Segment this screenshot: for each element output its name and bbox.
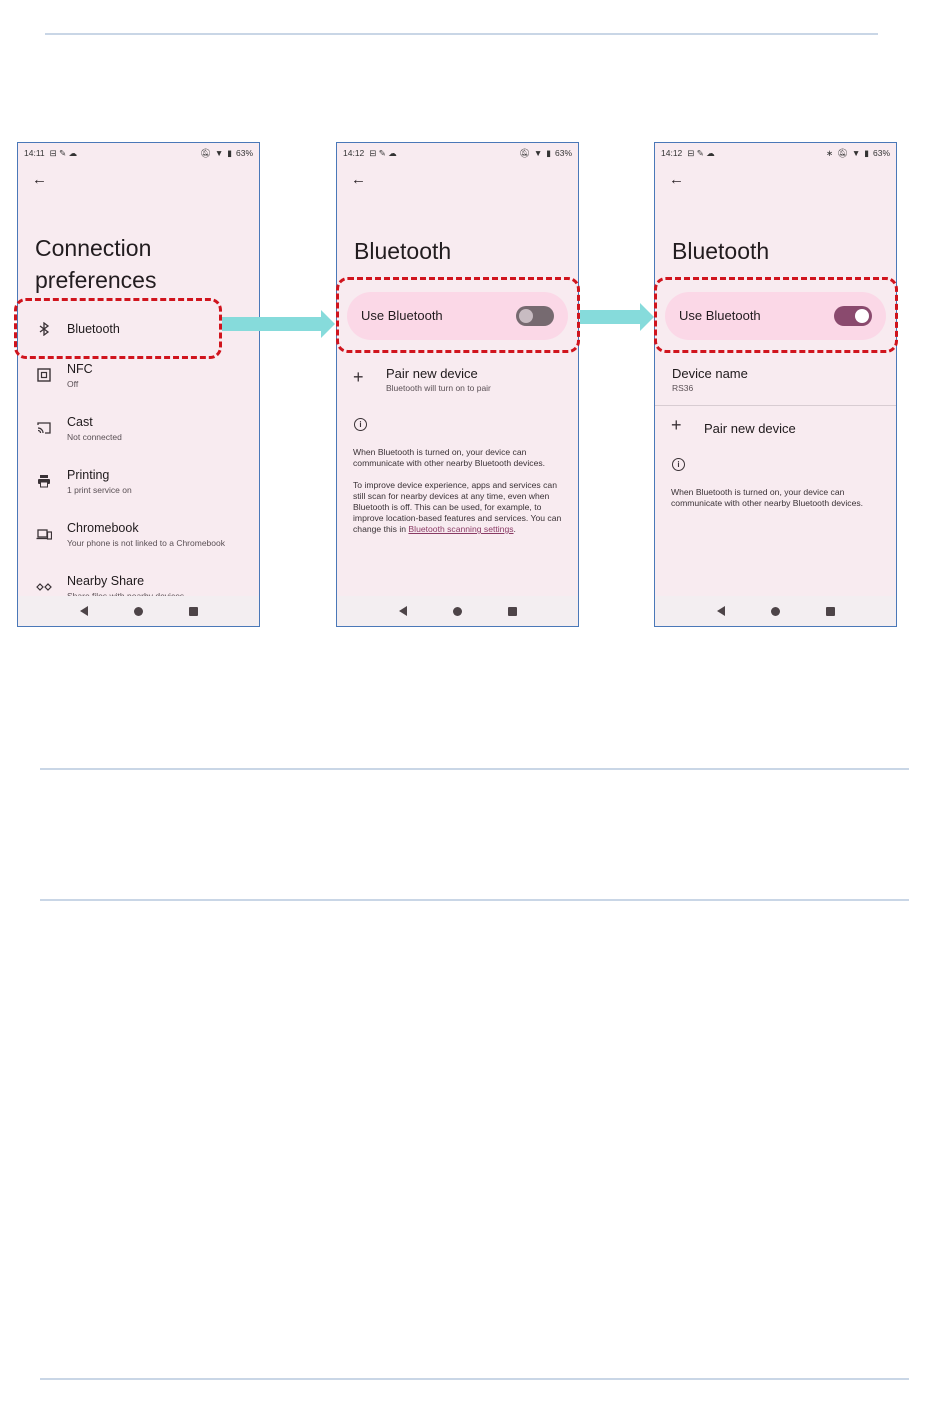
navigation-bar bbox=[18, 596, 259, 626]
pair-new-device-title: Pair new device bbox=[386, 366, 478, 381]
pair-new-device-item[interactable] bbox=[655, 407, 896, 451]
back-arrow-icon[interactable]: ← bbox=[669, 171, 684, 188]
battery-level: 63% bbox=[872, 148, 890, 158]
info-text-1: When Bluetooth is turned on, your device can communicate with other nearby Bluetooth devices. bbox=[353, 447, 546, 468]
menu-item-subtitle: 1 print service on bbox=[67, 485, 132, 495]
status-time: 14:12 bbox=[343, 148, 365, 158]
highlight-toggle-off bbox=[336, 277, 580, 353]
menu-item-title: Chromebook bbox=[67, 521, 139, 535]
pair-new-device-title: Pair new device bbox=[704, 421, 796, 436]
status-app-icons: ⊟ ✎ ☁ bbox=[369, 147, 397, 158]
nav-back-icon[interactable] bbox=[80, 606, 88, 616]
nav-home-icon[interactable] bbox=[134, 607, 143, 616]
nav-recents-icon[interactable] bbox=[826, 607, 835, 616]
battery-icon: ▮ bbox=[546, 147, 551, 158]
chromebook-icon bbox=[36, 526, 52, 542]
status-app-icons: ⊟ ✎ ☁ bbox=[49, 147, 78, 158]
info-icon: i bbox=[354, 418, 367, 431]
pair-new-device-item[interactable] bbox=[337, 359, 578, 403]
menu-item-subtitle: Off bbox=[67, 379, 79, 389]
title-line-2: preferences bbox=[35, 267, 157, 293]
device-name-value: RS36 bbox=[672, 383, 694, 393]
pair-new-device-subtitle: Bluetooth will turn on to pair bbox=[386, 383, 491, 393]
section-rule bbox=[40, 899, 909, 901]
bluetooth-status-icon: ∗ bbox=[825, 147, 834, 158]
title-line-1: Connection bbox=[35, 235, 152, 261]
highlight-toggle-on bbox=[654, 277, 898, 353]
page-title: Bluetooth bbox=[672, 238, 770, 264]
phone-connection-preferences bbox=[17, 142, 260, 627]
wifi-icon: ▼ bbox=[214, 148, 224, 158]
flow-arrow-2 bbox=[580, 310, 640, 324]
status-system-icons bbox=[200, 148, 253, 159]
battery-level: 63% bbox=[554, 148, 572, 158]
navigation-bar bbox=[655, 596, 896, 626]
info-text-2-body: To improve device experience, apps and services can still scan for nearby devices at any time, even when Bluetooth is off. This can be used, for example, to improve location-based features and services. You can change this in bbox=[353, 480, 562, 534]
menu-item-cast[interactable] bbox=[18, 406, 259, 450]
flow-arrow-1 bbox=[222, 317, 321, 331]
status-bar bbox=[24, 147, 253, 159]
page-title: Bluetooth bbox=[354, 238, 452, 264]
info-text-2 bbox=[353, 480, 564, 535]
nfc-icon bbox=[36, 367, 52, 383]
nearby-share-icon bbox=[36, 579, 52, 595]
menu-item-title: Bluetooth bbox=[67, 322, 120, 336]
arrow-head bbox=[321, 310, 335, 338]
plus-icon: + bbox=[671, 415, 682, 435]
header-rule bbox=[45, 33, 878, 35]
highlight-bluetooth-item bbox=[14, 298, 222, 359]
menu-item-chromebook[interactable] bbox=[18, 512, 259, 556]
mute-icon: 🔕︎ bbox=[837, 147, 848, 158]
status-time: 14:12 bbox=[661, 148, 683, 158]
back-arrow-icon[interactable]: ← bbox=[32, 171, 47, 188]
info-icon: i bbox=[672, 458, 685, 471]
nav-recents-icon[interactable] bbox=[508, 607, 517, 616]
cast-icon bbox=[36, 420, 52, 436]
status-system-icons bbox=[519, 148, 572, 159]
battery-level: 63% bbox=[235, 148, 253, 158]
phone-bluetooth-off bbox=[336, 142, 579, 627]
info-text-2-end: . bbox=[513, 524, 516, 534]
mute-icon: 🔕︎ bbox=[519, 147, 530, 158]
menu-item-nfc[interactable] bbox=[18, 353, 259, 397]
nav-back-icon[interactable] bbox=[399, 606, 407, 616]
printer-icon bbox=[36, 473, 52, 489]
menu-item-printing[interactable] bbox=[18, 459, 259, 503]
use-bluetooth-label: Use Bluetooth bbox=[679, 308, 761, 323]
menu-item-title: NFC bbox=[67, 362, 93, 376]
footer-rule bbox=[40, 1378, 909, 1380]
status-app-icons: ⊟ ✎ ☁ bbox=[687, 147, 715, 158]
menu-item-subtitle: Not connected bbox=[67, 432, 122, 442]
mute-icon: 🔕︎ bbox=[200, 147, 211, 158]
section-rule bbox=[40, 768, 909, 770]
menu-item-title: Nearby Share bbox=[67, 574, 145, 588]
wifi-icon: ▼ bbox=[851, 148, 861, 158]
device-name-item[interactable] bbox=[655, 359, 896, 403]
nav-home-icon[interactable] bbox=[453, 607, 462, 616]
menu-item-subtitle: Your phone is not linked to a Chromebook bbox=[67, 538, 225, 548]
arrow-head bbox=[640, 303, 654, 331]
wifi-icon: ▼ bbox=[533, 148, 543, 158]
status-bar bbox=[661, 147, 890, 159]
phone-bluetooth-on bbox=[654, 142, 897, 627]
battery-icon: ▮ bbox=[864, 147, 869, 158]
status-bar bbox=[343, 147, 572, 159]
menu-item-title: Printing bbox=[67, 468, 110, 482]
back-arrow-icon[interactable]: ← bbox=[351, 171, 366, 188]
nav-home-icon[interactable] bbox=[771, 607, 780, 616]
status-time: 14:11 bbox=[24, 148, 45, 158]
use-bluetooth-label: Use Bluetooth bbox=[361, 308, 443, 323]
device-name-label: Device name bbox=[672, 366, 748, 381]
page-title bbox=[35, 232, 156, 296]
status-system-icons bbox=[826, 148, 890, 159]
battery-icon: ▮ bbox=[227, 147, 232, 158]
plus-icon: + bbox=[353, 367, 364, 387]
navigation-bar bbox=[337, 596, 578, 626]
info-text-1: When Bluetooth is turned on, your device can communicate with other nearby Bluetooth devices. bbox=[671, 487, 864, 508]
nav-back-icon[interactable] bbox=[717, 606, 725, 616]
nav-recents-icon[interactable] bbox=[189, 607, 198, 616]
bluetooth-scanning-settings-link[interactable]: Bluetooth scanning settings bbox=[408, 524, 514, 534]
divider bbox=[655, 405, 896, 406]
menu-item-title: Cast bbox=[67, 415, 93, 429]
